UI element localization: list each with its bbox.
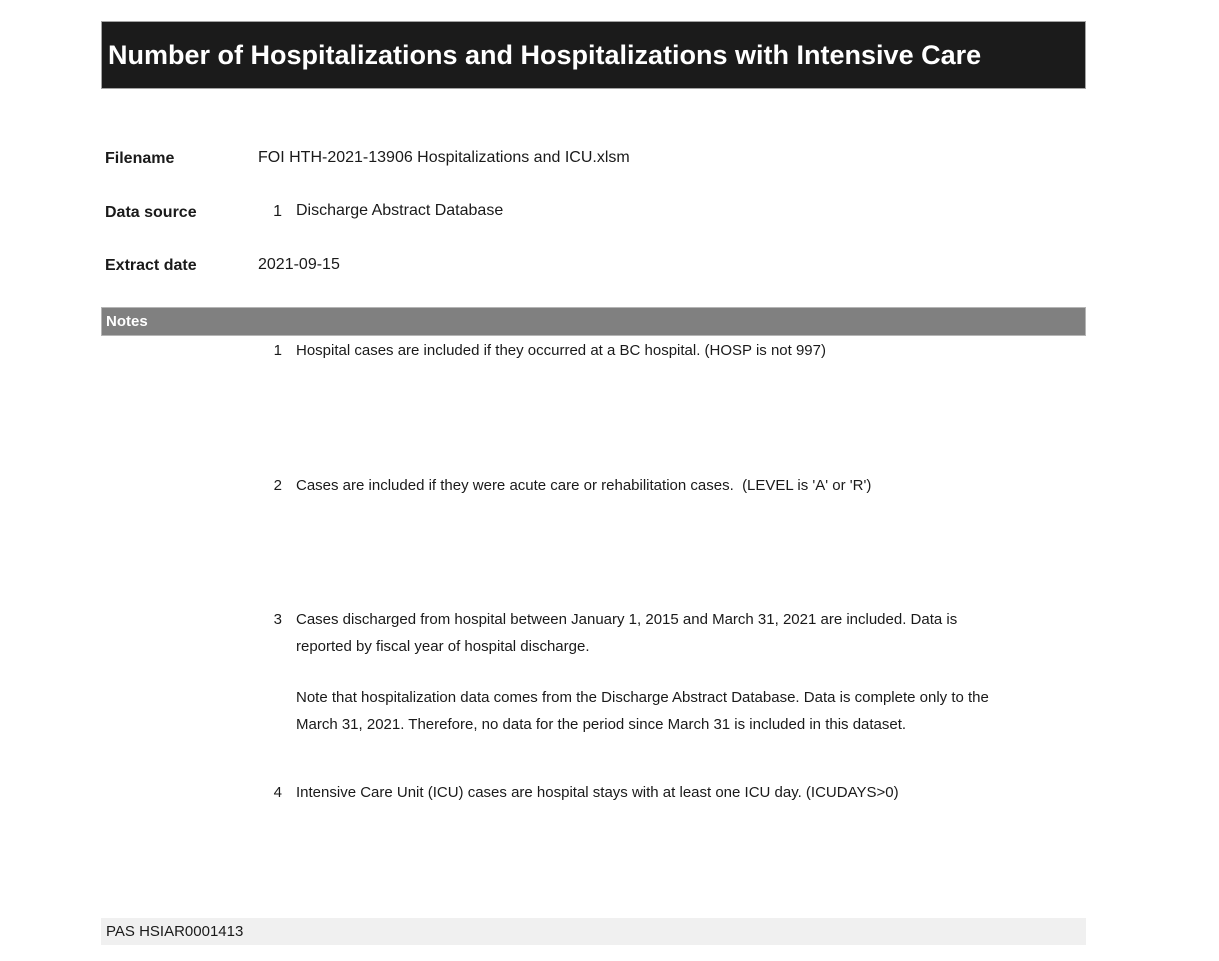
filename-label: Filename xyxy=(105,150,175,167)
data-source-label: Data source xyxy=(105,204,197,221)
title-bar xyxy=(101,21,1086,89)
note-text: Intensive Care Unit (ICU) cases are hospital stays with at least one ICU day. (ICUDAYS>0) xyxy=(296,784,899,801)
data-source-value: Discharge Abstract Database xyxy=(296,202,504,219)
data-source-number: 1 xyxy=(273,203,282,220)
notes-section-header xyxy=(101,307,1086,336)
note-number: 4 xyxy=(273,784,282,801)
note-text: Hospital cases are included if they occurred at a BC hospital. (HOSP is not 997) xyxy=(296,342,826,359)
extract-date-label: Extract date xyxy=(105,257,197,274)
note-text: Cases discharged from hospital between January 1, 2015 and March 31, 2021 are included. Data is reported by fiscal year of hospital discharge. xyxy=(296,611,962,655)
footer-reference: PAS HSIAR0001413 xyxy=(106,923,244,940)
filename-value: FOI HTH-2021-13906 Hospitalizations and ICU.xlsm xyxy=(258,149,630,166)
page-title: Number of Hospitalizations and Hospitalizations with Intensive Care xyxy=(108,39,982,70)
extract-date-value: 2021-09-15 xyxy=(258,256,340,273)
note-text: Cases are included if they were acute care or rehabilitation cases. (LEVEL is 'A' or 'R') xyxy=(296,477,872,494)
note-number: 3 xyxy=(273,611,282,628)
notes-header-label: Notes xyxy=(106,313,148,330)
note-number: 1 xyxy=(273,342,282,359)
note-text-continued: Note that hospitalization data comes from the Discharge Abstract Database. Data is complete only to the March 31, 2021. Therefore, no data for the period since March 31 is included in this dataset. xyxy=(296,689,994,733)
note-number: 2 xyxy=(273,477,282,494)
footer-bar xyxy=(101,918,1086,945)
